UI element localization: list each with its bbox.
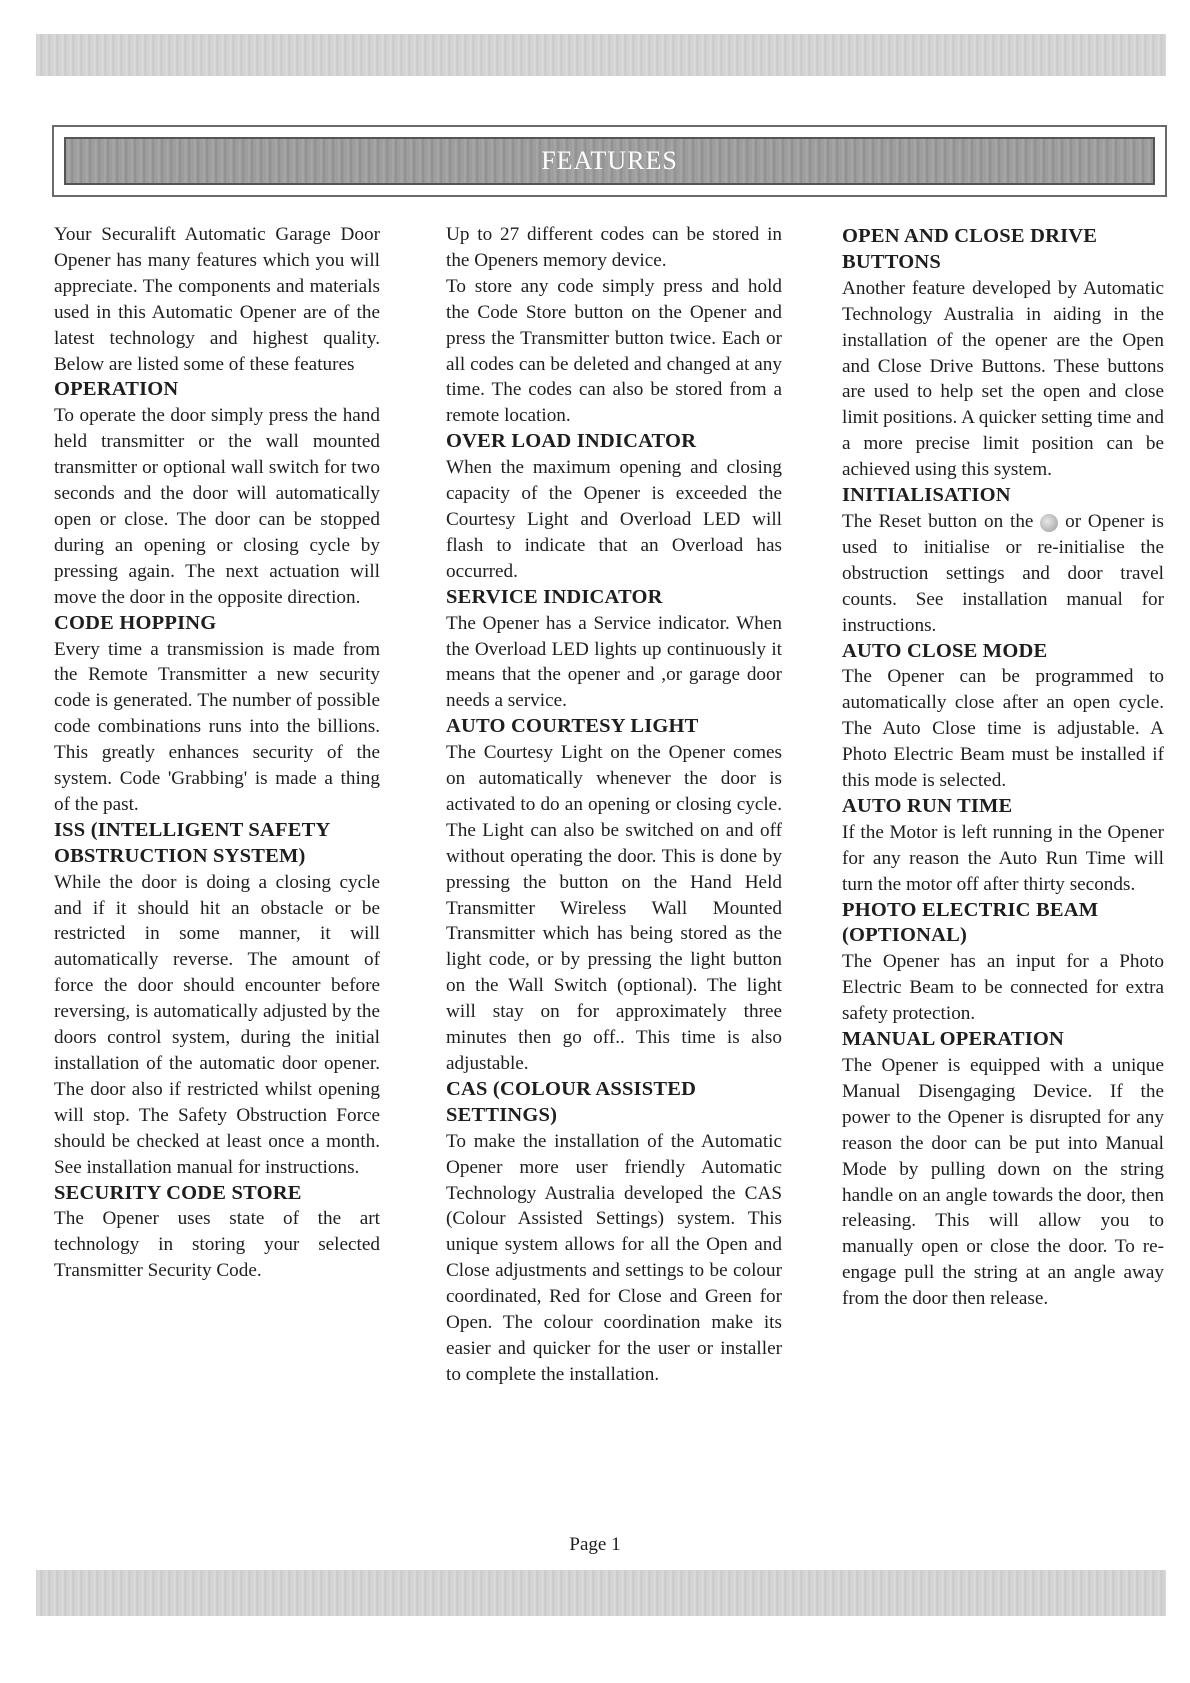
section-body: To make the installation of the Automatic Opener more user friendly Automatic Technology Australia developed the CAS (Colour Assisted Settings) system. This unique system allows for all the Open and Close adjustments and settings to be colour coordinated, Red for Close and Green for Open. The colour coordination make its easier and quicker for the user or installer to complete the installation. xyxy=(446,1130,782,1385)
column-3 xyxy=(842,224,1164,1312)
section-body: The Opener is equipped with a unique Manual Disengaging Device. If the power to the Opener is disrupted for any reason the door can be put into Manual Mode by pulling down on the string handle on an angle towards the door, then releasing. This will allow you to manually open or close the door. To re-engage pull the string at an angle away from the door then release. xyxy=(842,1055,1164,1310)
section-heading: MANUAL OPERATION xyxy=(842,1028,1065,1051)
column-2 xyxy=(446,222,782,1388)
section-heading: SECURITY CODE STORE xyxy=(54,1181,302,1204)
section-body xyxy=(842,509,1164,639)
page-number: Page 1 xyxy=(569,1534,621,1555)
section-heading: AUTO COURTESY LIGHT xyxy=(446,715,699,738)
section-heading: PHOTO ELECTRIC BEAM (OPTIONAL) xyxy=(842,898,1099,947)
features-banner xyxy=(52,125,1167,197)
section-heading: CAS (COLOUR ASSISTED SETTINGS) xyxy=(446,1077,697,1126)
section-heading: OPERATION xyxy=(54,378,179,401)
column-1 xyxy=(54,222,380,1284)
section-heading: AUTO CLOSE MODE xyxy=(842,639,1048,662)
reset-button-icon xyxy=(1040,514,1058,532)
initialisation-text-before: The Reset button on the xyxy=(842,510,1034,532)
top-scan-band xyxy=(36,34,1166,76)
section-body: To operate the door simply press the hand held transmitter or the wall mounted transmitter or optional wall switch for two seconds and the door will automatically open or close. The door can be stopped during an opening or closing cycle by pressing again. The next actuation will move the door in the opposite direction. xyxy=(54,405,380,608)
section-heading: OVER LOAD INDICATOR xyxy=(446,430,697,453)
section-heading: OPEN AND CLOSE DRIVE BUTTONS xyxy=(842,225,1098,273)
features-banner-inner xyxy=(64,137,1155,185)
section-heading: INITIALISATION xyxy=(842,484,1011,507)
section-body: The Opener has a Service indicator. When the Overload LED lights up continuously it means that the opener and ,or garage door needs a service. xyxy=(446,612,782,712)
section-body: The Courtesy Light on the Opener comes on automatically whenever the door is activated to do an opening or closing cycle. The Light can also be switched on and off without operating the door. This is done by pressing the button on the Hand Held Transmitter Wireless Wall Mounted Transmitter which has being stored as the light code, or by pressing the light button on the Wall Switch (optional). The light will stay on for approximately three minutes then go off.. This time is also adjustable. xyxy=(446,742,782,1074)
page-title: FEATURES xyxy=(541,146,678,175)
section-heading: SERVICE INDICATOR xyxy=(446,585,663,608)
section-body: The Opener has an input for a Photo Electric Beam to be connected for extra safety protection. xyxy=(842,951,1164,1025)
section-body: While the door is doing a closing cycle and if it should hit an obstacle or be restricted in some manner, it will automatically reverse. The amount of force the door should encounter before reversing, is automatically adjusted by the doors control system, during the initial installation of the automatic door opener. The door also if restricted whilst opening will stop. The Safety Obstruction Force should be checked at least once a month. See installation manual for instructions. xyxy=(54,871,380,1178)
initialisation-text-after: or Opener is used to initialise or re-initialise the obstruction settings and door travel counts. See installation manual for instructions. xyxy=(842,510,1164,636)
intro-paragraph: Your Securalift Automatic Garage Door Opener has many features which you will appreciate. The components and materials used in this Automatic Opener are of the latest technology and highest quality. Below are listed some of these features xyxy=(54,224,380,375)
section-body: Every time a transmission is made from the Remote Transmitter a new security code is generated. The number of possible code combinations runs into the billions. This greatly enhances security of the system. Code 'Grabbing' is made a thing of the past. xyxy=(54,638,380,815)
intro-paragraph: Up to 27 different codes can be stored in the Openers memory device. xyxy=(446,224,782,271)
section-heading: ISS (INTELLIGENT SAFETY OBSTRUCTION SYSTEM) xyxy=(54,818,330,867)
section-heading: CODE HOPPING xyxy=(54,611,217,634)
section-heading: AUTO RUN TIME xyxy=(842,794,1013,817)
section-body: If the Motor is left running in the Opener for any reason the Auto Run Time will turn the motor off after thirty seconds. xyxy=(842,821,1164,895)
bottom-scan-band xyxy=(36,1570,1166,1616)
section-body: When the maximum opening and closing capacity of the Opener is exceeded the Courtesy Light and Overload LED will flash to indicate that an Overload has occurred. xyxy=(446,457,782,582)
section-body: Another feature developed by Automatic Technology Australia in aiding in the installation of the opener are the Open and Close Drive Buttons. These buttons are used to help set the open and close limit positions. A quicker setting time and a more precise limit position can be achieved using this system. xyxy=(842,277,1164,481)
section-body: The Opener uses state of the art technology in storing your selected Transmitter Security Code. xyxy=(54,1208,380,1282)
intro-paragraph: To store any code simply press and hold the Code Store button on the Opener and press the Transmitter button twice. Each or all codes can be deleted and changed at any time. The codes can also be stored from a remote location. xyxy=(446,275,782,427)
section-body: The Opener can be programmed to automatically close after an open cycle. The Auto Close time is adjustable. A Photo Electric Beam must be installed if this mode is selected. xyxy=(842,666,1164,792)
